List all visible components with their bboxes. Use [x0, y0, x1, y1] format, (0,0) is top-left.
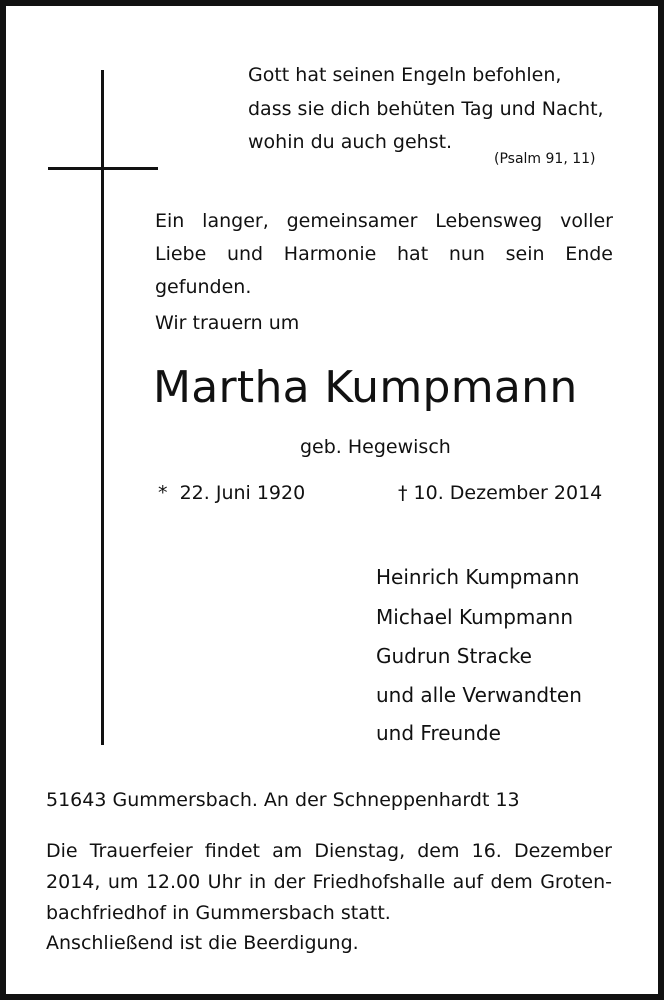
mourner-name: Michael Kumpmann — [376, 605, 574, 629]
verse-line: Gott hat seinen Engeln befohlen, — [248, 64, 562, 86]
maiden-name: geb. Hegewisch — [300, 436, 451, 458]
mourner-name: und Freunde — [376, 721, 501, 745]
address: 51643 Gummersbach. An der Schneppenhardt 13 — [46, 789, 520, 811]
intro-line: gefunden. — [155, 276, 252, 298]
verse-line: wohin du auch gehst. — [248, 131, 453, 153]
deceased-name: Martha Kumpmann — [153, 362, 578, 413]
mourner-name: Heinrich Kumpmann — [376, 565, 580, 589]
mourn-intro: Wir trauern um — [155, 312, 300, 334]
service-line: Die Trauerfeier findet am Dienstag, dem 16. Dezember — [46, 840, 612, 862]
intro-line: Liebe und Harmonie hat nun sein Ende — [155, 243, 613, 265]
service-line: bachfriedhof in Gummersbach statt. — [46, 902, 391, 924]
intro-line: Ein langer, gemeinsamer Lebensweg voller — [155, 210, 613, 232]
mourner-name: Gudrun Stracke — [376, 644, 532, 668]
service-line: 2014, um 12.00 Uhr in der Friedhofshalle auf dem Groten- — [46, 871, 612, 893]
death-date: † 10. Dezember 2014 — [398, 482, 603, 504]
service-line: Anschließend ist die Beerdigung. — [46, 932, 359, 954]
birth-date: * 22. Juni 1920 — [158, 482, 306, 504]
cross-vertical-bar — [101, 70, 104, 745]
verse-source: (Psalm 91, 11) — [494, 151, 596, 167]
mourner-name: und alle Verwandten — [376, 683, 582, 707]
cross-horizontal-bar — [48, 167, 158, 170]
verse-line: dass sie dich behüten Tag und Nacht, — [248, 98, 604, 120]
